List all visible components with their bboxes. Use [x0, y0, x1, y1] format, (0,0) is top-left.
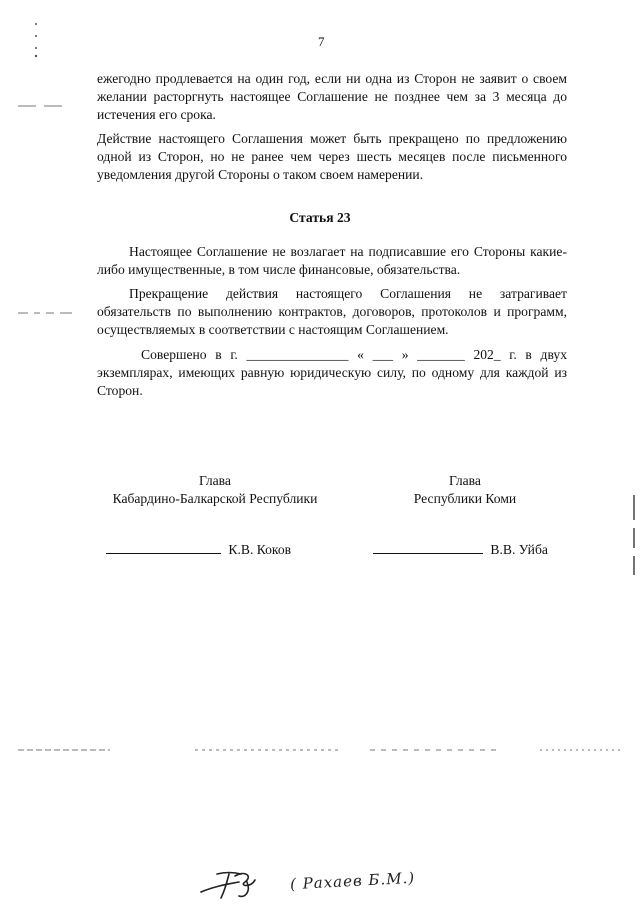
paragraph-renewal: ежегодно продлевается на один год, если ни одна из Сторон не заявит о своем желании расторгнуть настоящее Соглашение не позднее чем за 3 месяца до истечения его срока.	[97, 71, 567, 122]
signature-rule-left	[106, 541, 221, 554]
execution-clause	[97, 346, 567, 406]
signature-line-left	[106, 541, 291, 558]
signatory-right-subject: Республики Коми	[413, 491, 517, 506]
page-number: 7	[318, 34, 325, 49]
signatory-left-title: Глава	[199, 473, 231, 488]
signature-rule-right	[373, 541, 483, 554]
article22-continuation	[97, 70, 567, 190]
handwritten-name-note: ( Рахаев Б.М.)	[289, 868, 416, 894]
paragraph-termination-effect: Прекращение действия настоящего Соглашения не затрагивает обязательств по выполнению контрактов, договоров, протоколов и программ, осуществляемых в соответствии с настоящим Соглашением.	[97, 286, 567, 337]
signatory-left-subject: Кабардино-Балкарской Республики	[112, 491, 318, 506]
signatory-right-name: В.В. Уйба	[490, 542, 548, 557]
paragraph-no-obligations: Настоящее Соглашение не возлагает на подписавшие его Стороны какие-либо имущественные, в том числе финансовые, обязательства.	[97, 244, 567, 277]
paragraph-termination: Действие настоящего Соглашения может быть прекращено по предложению одной из Сторон, но не ранее чем через шесть месяцев после письменного уведомления другой Стороны о таком своем намерении.	[97, 131, 567, 182]
article23-body	[97, 243, 567, 345]
signatory-left-name: К.В. Коков	[228, 542, 292, 557]
signatory-left-block	[90, 472, 340, 508]
article-heading: Статья 23	[289, 210, 351, 225]
signatory-right-title: Глава	[449, 473, 481, 488]
signature-line-right	[373, 541, 548, 558]
paragraph-execution: Совершено в г. _______________ « ___ » _______ 202_ г. в двух экземплярах, имеющих равную юридическую силу, по одному для каждой из Сторон.	[97, 347, 567, 398]
signatory-right-block	[380, 472, 550, 508]
